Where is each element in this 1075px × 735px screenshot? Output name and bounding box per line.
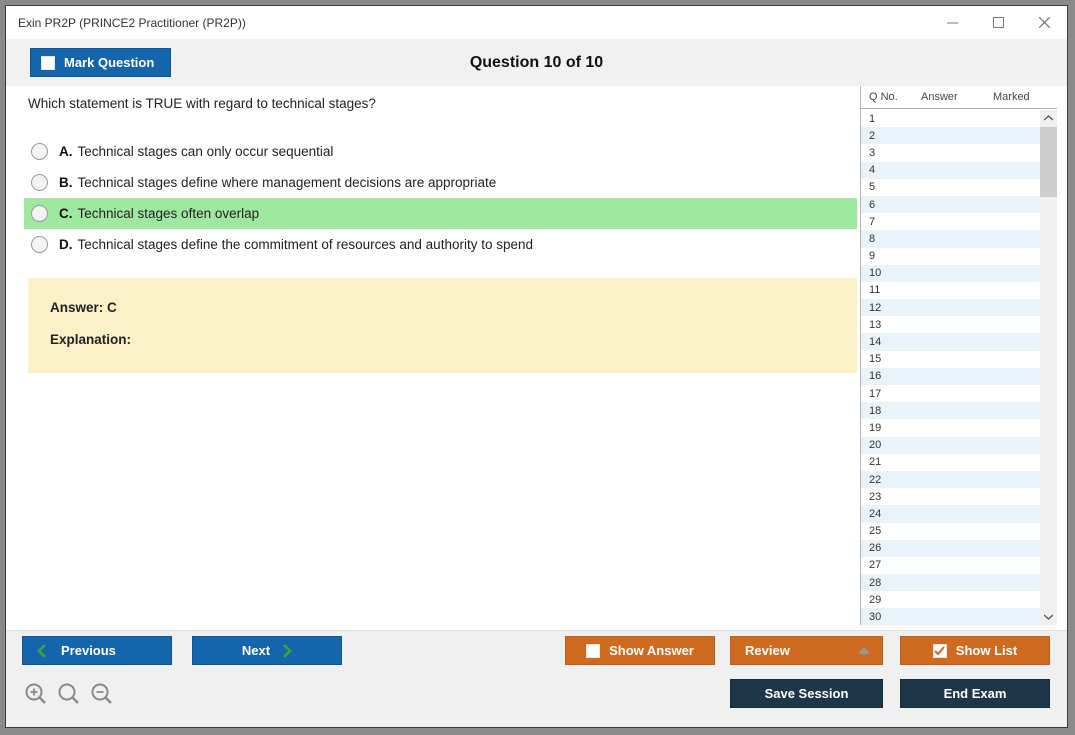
previous-button[interactable]: [22, 636, 172, 665]
question-list-row[interactable]: 18: [861, 402, 1040, 419]
title-bar: [6, 6, 1067, 40]
question-list-row[interactable]: 19: [869, 421, 882, 434]
next-button[interactable]: [192, 636, 342, 665]
option-b[interactable]: [24, 167, 857, 198]
previous-label: Previous: [61, 643, 116, 658]
show-list-checkbox[interactable]: [933, 644, 947, 658]
explanation-label: Explanation:: [50, 332, 132, 347]
question-list-row[interactable]: 8: [861, 230, 1040, 247]
question-list-row[interactable]: 17: [869, 387, 882, 400]
check-icon: [934, 645, 945, 656]
window-title: Exin PR2P (PRINCE2 Practitioner (PR2P)): [18, 15, 246, 30]
question-list-row[interactable]: 5: [869, 181, 876, 194]
close-icon: [1039, 17, 1050, 28]
review-label: Review: [745, 643, 790, 658]
review-button[interactable]: [730, 636, 883, 665]
question-list-row[interactable]: 24: [861, 505, 1040, 522]
option-b-text: Technical stages define where management decisions are appropriate: [77, 175, 497, 190]
question-list-row[interactable]: 4: [861, 162, 1040, 179]
question-list-row[interactable]: 6: [861, 196, 1040, 213]
chevron-left-icon: [37, 644, 46, 658]
question-list-row[interactable]: 12: [861, 299, 1040, 316]
option-c-text: Technical stages often overlap: [77, 206, 260, 221]
show-list-label: Show List: [955, 643, 1018, 658]
next-label: Next: [241, 643, 271, 658]
answer-explanation-box: [28, 278, 857, 373]
column-header-marked: Marked: [993, 91, 1030, 103]
question-list-panel: [860, 86, 1057, 625]
question-list-row[interactable]: 23: [869, 490, 882, 503]
question-list-row[interactable]: 26: [861, 540, 1040, 557]
question-area: [6, 86, 1067, 632]
option-a-text: Technical stages can only occur sequential: [77, 144, 334, 159]
chevron-right-icon: [283, 644, 292, 658]
question-list-body: [861, 110, 1040, 625]
option-c-radio[interactable]: [31, 205, 48, 222]
zoom-in-icon[interactable]: [24, 682, 48, 706]
question-list-row[interactable]: 25: [869, 525, 882, 538]
answer-label: Answer: C: [50, 300, 117, 315]
option-d-letter: D.: [59, 237, 73, 252]
question-list-row[interactable]: 1: [869, 112, 876, 125]
show-answer-label: Show Answer: [609, 643, 694, 658]
option-d-radio[interactable]: [31, 236, 48, 253]
column-header-answer: Answer: [921, 91, 958, 103]
question-counter: Question 10 of 10: [469, 54, 604, 71]
scroll-up-icon[interactable]: [1040, 110, 1057, 126]
question-text: Which statement is TRUE with regard to technical stages?: [28, 96, 376, 111]
mark-question-button[interactable]: [30, 48, 171, 77]
mark-question-label: Mark Question: [64, 55, 155, 70]
option-c-letter: C.: [59, 206, 73, 221]
option-c[interactable]: [24, 198, 857, 229]
option-a-radio[interactable]: [31, 143, 48, 160]
end-exam-label: End Exam: [943, 686, 1007, 701]
app-window: [5, 5, 1068, 728]
option-a[interactable]: [24, 136, 857, 167]
zoom-tools: [24, 682, 114, 706]
zoom-reset-icon[interactable]: [57, 682, 81, 706]
question-list-row[interactable]: 29: [869, 593, 882, 606]
question-list-header: [861, 86, 1057, 109]
scroll-down-icon[interactable]: [1040, 609, 1057, 625]
save-session-button[interactable]: [730, 679, 883, 708]
maximize-icon: [993, 17, 1004, 28]
question-list-row[interactable]: 9: [869, 250, 876, 263]
show-answer-button[interactable]: [565, 636, 715, 665]
window-controls: [929, 6, 1067, 39]
question-list-row[interactable]: 2: [861, 127, 1040, 144]
question-list-row[interactable]: 30: [861, 608, 1040, 625]
dropdown-up-icon: [858, 647, 870, 654]
close-button[interactable]: [1021, 6, 1067, 39]
question-list-row[interactable]: 11: [869, 284, 881, 297]
scrollbar-thumb[interactable]: [1040, 127, 1057, 197]
save-session-label: Save Session: [764, 686, 849, 701]
option-a-letter: A.: [59, 144, 73, 159]
question-list-row[interactable]: 3: [869, 146, 876, 159]
question-list-row[interactable]: 7: [869, 215, 876, 228]
option-d-text: Technical stages define the commitment of resources and authority to spend: [77, 237, 533, 252]
minimize-button[interactable]: [929, 6, 975, 39]
question-list-scrollbar[interactable]: [1040, 110, 1057, 625]
question-list-row[interactable]: 15: [869, 353, 882, 366]
minimize-icon: [947, 17, 958, 28]
footer-bar: [6, 630, 1067, 727]
show-list-button[interactable]: [900, 636, 1050, 665]
question-list-row[interactable]: 13: [869, 318, 882, 331]
zoom-out-icon[interactable]: [90, 682, 114, 706]
question-list-row[interactable]: 28: [861, 574, 1040, 591]
toolbar: [6, 40, 1067, 86]
question-list-row[interactable]: 27: [869, 559, 882, 572]
end-exam-button[interactable]: [900, 679, 1050, 708]
show-answer-checkbox[interactable]: [586, 644, 600, 658]
question-list-row[interactable]: 21: [869, 456, 882, 469]
option-d[interactable]: [24, 229, 857, 260]
option-b-radio[interactable]: [31, 174, 48, 191]
column-header-qno: Q No.: [869, 91, 898, 103]
question-list-row[interactable]: 22: [861, 471, 1040, 488]
question-list-row[interactable]: 10: [861, 265, 1040, 282]
question-list-row[interactable]: 20: [861, 437, 1040, 454]
question-list-row[interactable]: 16: [861, 368, 1040, 385]
question-list-row[interactable]: 14: [861, 333, 1040, 350]
mark-question-checkbox[interactable]: [41, 56, 55, 70]
maximize-button[interactable]: [975, 6, 1021, 39]
options-list: [24, 136, 857, 260]
option-b-letter: B.: [59, 175, 73, 190]
